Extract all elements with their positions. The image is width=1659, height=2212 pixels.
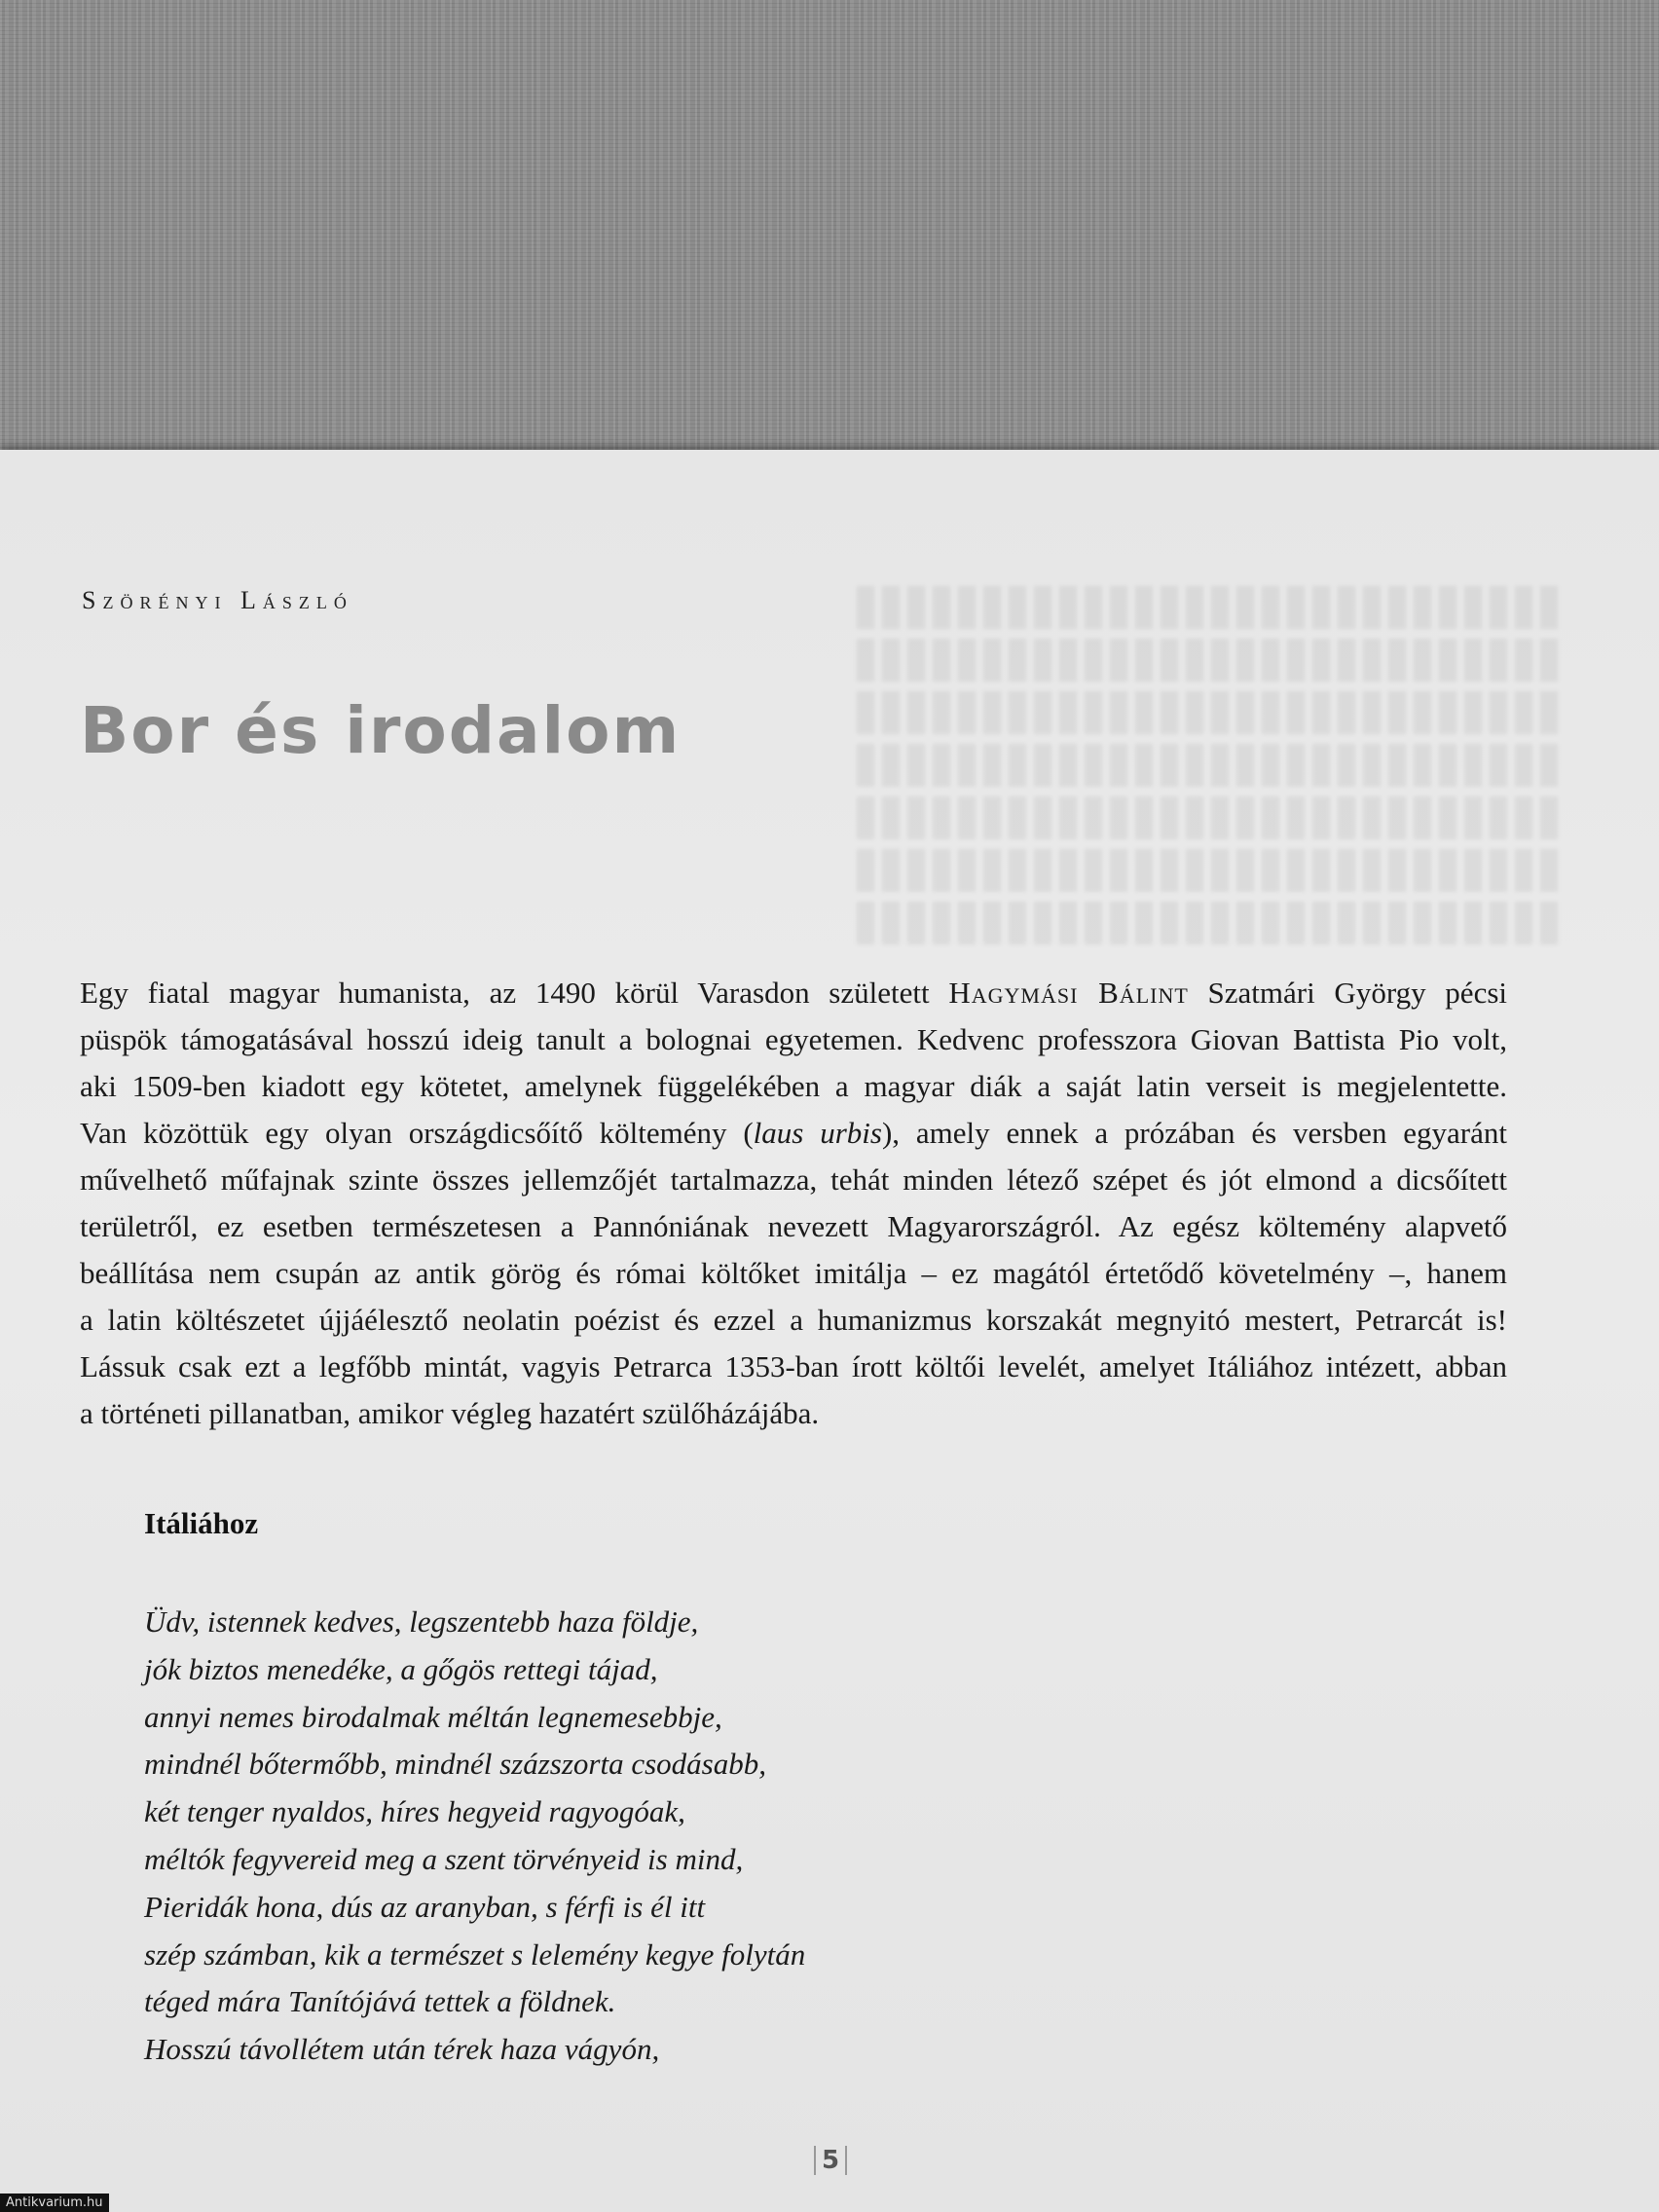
poem-line: két tenger nyaldos, híres hegyeid ragyogóak, <box>144 1794 685 1829</box>
paragraph-line: aki 1509-ben kiadott egy kötetet, amelynek függelékében a magyar diák a saját latin verseit is megjelentette. <box>80 1069 1507 1103</box>
paragraph-line: a történeti pillanatban, amikor végleg hazatért szülőházájába. <box>80 1396 820 1430</box>
paragraph-line: Van közöttük egy olyan országdicsőítő költemény (laus urbis), amely ennek a prózában és versben egyaránt <box>80 1116 1508 1150</box>
poem-line: Pieridák hona, dús az aranyban, s férfi is él itt <box>144 1889 706 1924</box>
book-page <box>0 450 1659 2212</box>
background-wood-surface <box>0 0 1659 456</box>
watermark: Antikvarium.hu <box>0 2194 109 2212</box>
poem-line: annyi nemes birodalmak méltán legnemesebbje, <box>144 1699 722 1734</box>
italic-term: laus urbis <box>753 1116 882 1150</box>
paragraph-line: püspök támogatásával hosszú ideig tanult a bolognai egyetemen. Kedvenc professzora Giovan Battista Pio volt, <box>80 1022 1507 1056</box>
poem-line: méltók fegyvereid meg a szent törvényeid is mind, <box>144 1841 744 1876</box>
poem-body <box>144 1599 805 2074</box>
paragraph-line: Egy fiatal magyar humanista, az 1490 körül Varasdon született Hagymási Bálint Szatmári György pécsi <box>80 976 1508 1010</box>
paragraph-line: beállítása nem csupán az antik görög és római költőket imitálja – ez magától értetődő követelmény –, hanem <box>80 1256 1507 1290</box>
paragraph-line: a latin költészetet újjáélesztő neolatin poézist és ezzel a humanizmus korszakát megnyitó mestert, Petrarcát is! <box>80 1303 1507 1337</box>
page-number: 5 <box>814 2146 847 2175</box>
poem-line: téged mára Tanítójává tettek a földnek. <box>144 1984 616 2019</box>
paragraph-line: Lássuk csak ezt a legfőbb mintát, vagyis Petrarca 1353-ban írott költői levelét, amelyet Itáliához intézett, abban <box>80 1349 1507 1383</box>
poem-line: szép számban, kik a természet s lelemény kegye folytán <box>144 1936 806 1972</box>
body-paragraph <box>80 970 1507 1437</box>
person-name: Hagymási Bálint <box>948 976 1189 1010</box>
paragraph-line: művelhető műfajnak szinte összes jellemzőjét tartalmazza, tehát minden létező szépet és jót elmond a dicsőített <box>80 1162 1507 1197</box>
poem-title: Itáliához <box>144 1506 259 1540</box>
poem-line: Hosszú távollétem után térek haza vágyón, <box>144 2032 660 2067</box>
poem-line: mindnél bőtermőbb, mindnél százszorta csodásabb, <box>144 1747 766 1782</box>
poem-line: Üdv, istennek kedves, legszentebb haza földje, <box>144 1604 699 1639</box>
poem-line: jók biztos menedéke, a gőgös rettegi tájad, <box>144 1651 658 1686</box>
chapter-title: Bor és irodalom <box>80 693 682 768</box>
show-through-text <box>857 586 1558 954</box>
paragraph-line: területről, ez esetben természetesen a Pannóniának nevezett Magyarországról. Az egész költemény alapvető <box>80 1209 1507 1243</box>
author-name: Szörényi László <box>82 586 353 614</box>
